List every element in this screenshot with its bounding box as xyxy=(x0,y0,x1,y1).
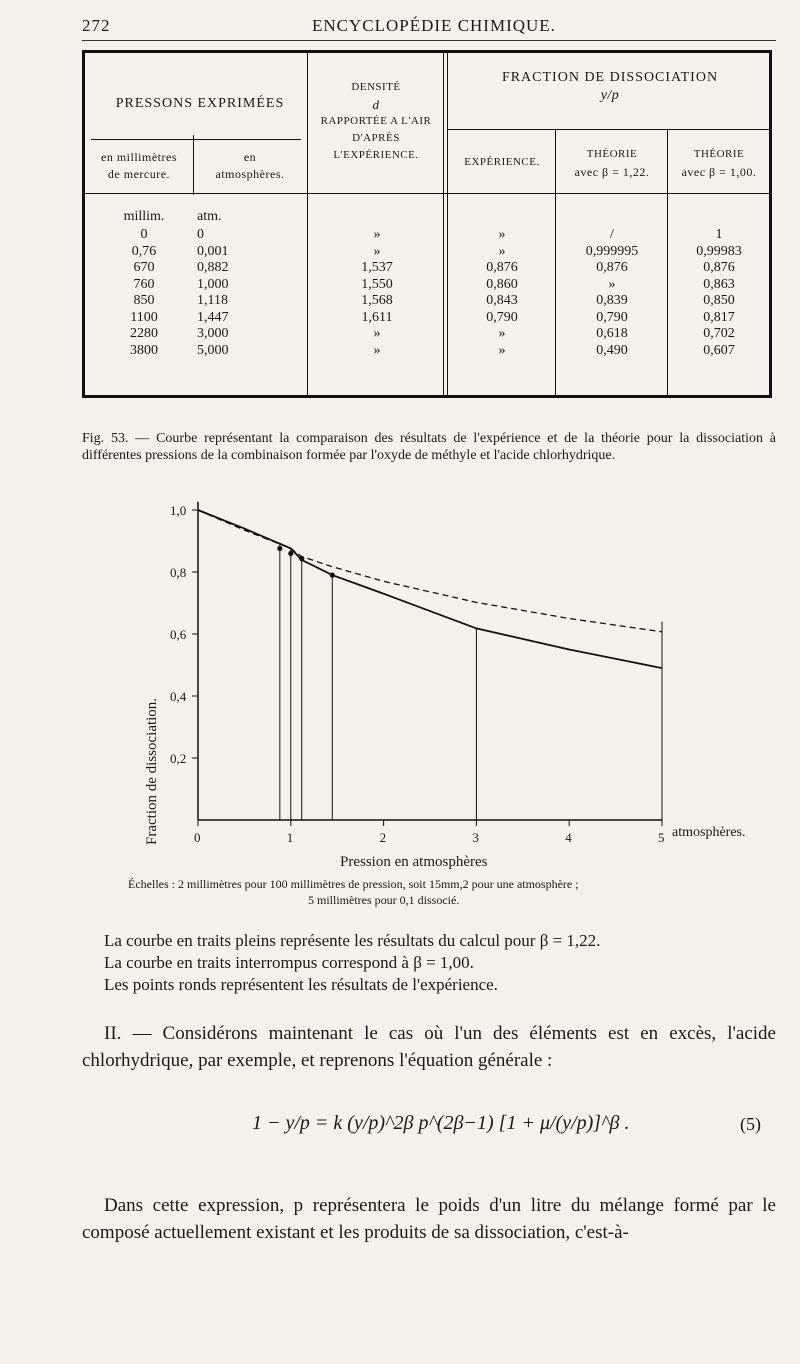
running-title: ENCYCLOPÉDIE CHIMIQUE. xyxy=(312,16,556,35)
x-tick-label: 1 xyxy=(286,830,294,845)
table-cell: / xyxy=(610,227,614,242)
table-cell: 0,702 xyxy=(703,326,735,341)
table-cell: 0,607 xyxy=(703,342,735,358)
header-rule xyxy=(82,40,776,41)
theory-curve-dashed xyxy=(198,510,662,632)
table-cell: 3,000 xyxy=(197,326,229,341)
scales-note: Échelles : 2 millimètres pour 100 millimètres de pression, soit 15mm,2 pour une atmosphère ; 5 millimètres pour 0,1 dissocié. xyxy=(128,877,579,907)
table-cell: 0,76 xyxy=(131,243,157,259)
table-cell: 1,000 xyxy=(197,276,229,292)
header-fraction: FRACTION DE DISSOCIATION xyxy=(501,70,719,85)
table-header-rule xyxy=(447,129,769,130)
table-cell: 850 xyxy=(133,293,155,308)
table-divider xyxy=(447,53,448,398)
figure-caption: Fig. 53. — Courbe représentant la comparaison des résultats de l'expérience et de la théorie pour la dissociation à différentes pressions de la combinaison formée par l'oxyde de méthyle et l'acide chlorhydrique. xyxy=(82,431,776,463)
table-cell: 0,882 xyxy=(197,260,229,275)
header-fraction-symbol: y/p xyxy=(600,88,620,103)
table-cell: 0,860 xyxy=(486,276,518,292)
table-cell: 0,876 xyxy=(486,260,518,275)
experiment-point xyxy=(299,556,304,561)
table-cell: 1100 xyxy=(130,309,158,325)
header-density: DENSITÉ d RAPPORTÉE A L'AIR D'APRÈS L'EXPÉRIENCE. xyxy=(320,81,432,161)
header-theory-2: THÉORIE avec β = 1,00. xyxy=(681,148,757,179)
table-cell: 0,839 xyxy=(596,293,628,308)
brace-rule xyxy=(91,139,301,140)
x-axis-label: Pression en atmosphères xyxy=(340,854,488,870)
header-pressure: PRESSONS EXPRIMÉES xyxy=(115,96,285,111)
theory-curve-solid xyxy=(198,510,662,668)
x-tick-label: 5 xyxy=(658,830,665,845)
table-cell: » xyxy=(373,243,381,259)
table-cell: 5,000 xyxy=(197,342,229,358)
header-atm: en atmosphères. xyxy=(215,150,285,181)
table-cell: » xyxy=(498,227,506,242)
y-tick-label: 0,6 xyxy=(170,627,187,642)
paragraph-two: II. — Considérons maintenant le cas où l'un des éléments est en excès, l'acide chlorhydrique, par exemple, et reprenons l'équation générale : xyxy=(82,1023,776,1071)
table-cell: 1,118 xyxy=(197,293,228,308)
table-cell: 1,550 xyxy=(361,276,393,292)
column-theory-2 xyxy=(669,227,769,359)
table-header-rule xyxy=(85,193,769,194)
table-divider xyxy=(193,135,194,195)
table-cell: 760 xyxy=(133,276,155,292)
unit-mm: millim. xyxy=(123,209,165,224)
y-tick-label: 0,8 xyxy=(170,565,187,580)
y-tick-label: 1,0 xyxy=(170,503,187,518)
table-cell: 1,447 xyxy=(197,309,229,325)
table-divider xyxy=(555,129,556,398)
table-cell: » xyxy=(498,342,506,358)
legend-text: La courbe en traits pleins représente les résultats du calcul pour β = 1,22. La courbe en traits interrompus correspond à β = 1,00. Les points ronds représentent les résultats de l'expérience. xyxy=(104,931,601,994)
table-cell: 1,611 xyxy=(361,309,393,325)
table-cell: 0,790 xyxy=(486,309,518,325)
page-number: 272 xyxy=(82,16,111,35)
x-tick-label: 2 xyxy=(379,830,387,845)
dissociation-chart xyxy=(0,490,800,870)
table-cell: 0 xyxy=(197,227,204,242)
column-experience xyxy=(449,227,555,359)
table-cell: 2280 xyxy=(130,326,158,341)
x-tick-label: 4 xyxy=(565,830,572,845)
experiment-point xyxy=(330,573,335,578)
table-cell: » xyxy=(373,326,381,341)
header-experience: EXPÉRIENCE. xyxy=(464,156,540,168)
x-tick-label: 0 xyxy=(194,830,201,845)
experiment-point xyxy=(288,551,293,556)
table-cell: 0,99983 xyxy=(696,243,742,259)
table-cell: 1 xyxy=(715,227,723,242)
table-cell: 0,001 xyxy=(197,243,229,259)
table-cell: 3800 xyxy=(130,342,158,358)
header-theory-1: THÉORIE avec β = 1,22. xyxy=(574,148,650,179)
y-axis-label: Fraction de dissociation. xyxy=(144,697,160,845)
header-mm: en millimètres de mercure. xyxy=(101,150,177,181)
table-cell: 0,490 xyxy=(596,342,628,358)
unit-atm: atm. xyxy=(197,209,222,224)
column-mm xyxy=(99,227,189,359)
table-cell: » xyxy=(608,276,616,292)
table-cell: 0,876 xyxy=(703,260,735,275)
table-cell: 0,790 xyxy=(596,309,628,325)
table-cell: 0,876 xyxy=(596,260,628,275)
table-cell: 670 xyxy=(133,260,155,275)
column-atm xyxy=(197,227,257,359)
equation-5: 1 − y/p = k (y/p)^2β p^(2β−1) [1 + μ/(y/p)]^β . xyxy=(252,1112,630,1134)
y-tick-label: 0,4 xyxy=(170,689,187,704)
equation-number: (5) xyxy=(740,1114,761,1134)
table-cell: » xyxy=(498,326,506,341)
x-unit-label: atmosphères. xyxy=(672,825,746,840)
experiment-point xyxy=(277,546,282,551)
table-cell: » xyxy=(498,243,506,259)
table-cell: 0,999995 xyxy=(585,243,639,259)
data-table xyxy=(82,50,772,398)
table-divider xyxy=(667,129,668,398)
table-divider xyxy=(307,53,308,398)
table-cell: 1,537 xyxy=(361,260,393,275)
y-tick-label: 0,2 xyxy=(170,751,187,766)
table-cell: 0,843 xyxy=(486,293,518,308)
table-cell: » xyxy=(373,227,381,242)
table-cell: 0,863 xyxy=(703,276,735,292)
table-cell: 1,568 xyxy=(361,293,393,308)
table-cell: 0,618 xyxy=(596,326,628,341)
x-tick-label: 3 xyxy=(472,830,479,845)
paragraph-three: Dans cette expression, p représentera le poids d'un litre du mélange formé par le composé actuellement existant et les produits de sa dissociation, c'est-à- xyxy=(82,1195,776,1243)
table-cell: 0 xyxy=(140,227,148,242)
table-cell: 0,817 xyxy=(703,309,735,325)
table-cell: » xyxy=(373,342,381,358)
column-theory-1 xyxy=(559,227,665,359)
table-cell: 0,850 xyxy=(703,293,735,308)
column-density xyxy=(309,227,445,359)
